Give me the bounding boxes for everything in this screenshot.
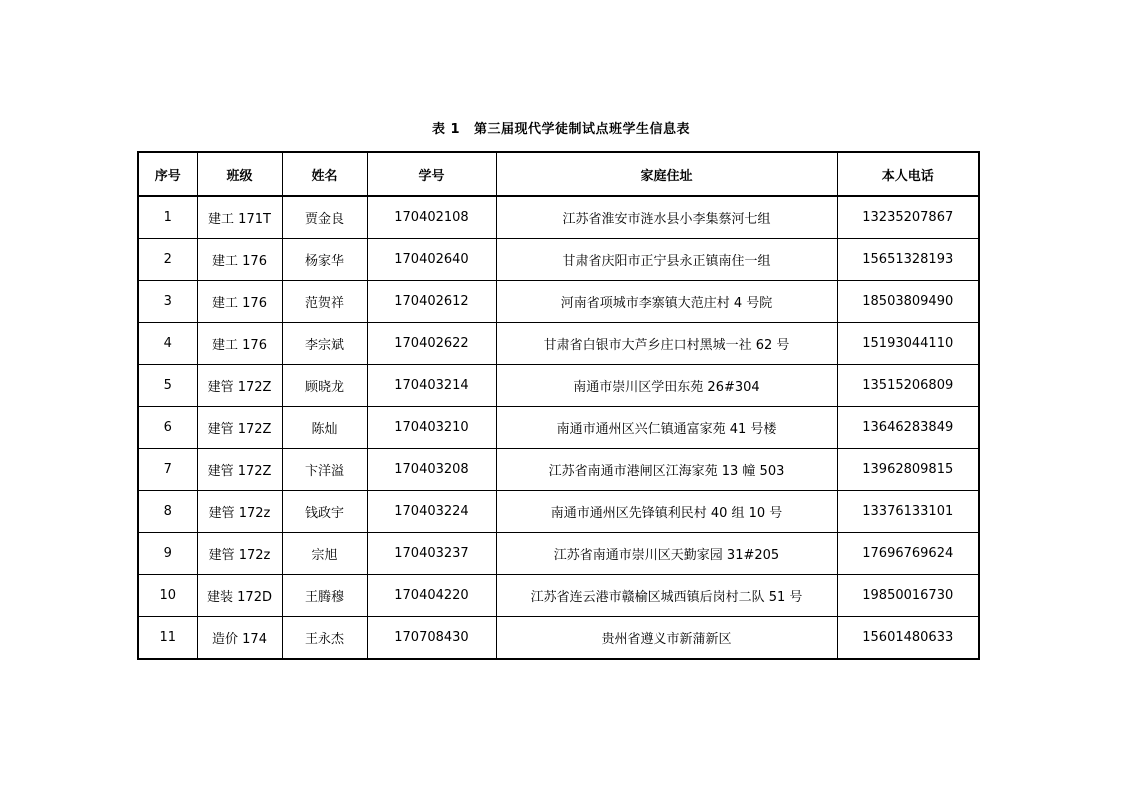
cell-phone: 15601480633 [837, 617, 979, 660]
cell-index: 1 [138, 196, 197, 239]
cell-index: 11 [138, 617, 197, 660]
table-row [138, 407, 979, 449]
cell-phone: 15193044110 [837, 323, 979, 365]
table-number: 表 1 [431, 122, 461, 137]
cell-name: 李宗斌 [282, 323, 367, 365]
cell-class: 建管 172Z [197, 365, 282, 407]
cell-phone: 13515206809 [837, 365, 979, 407]
table-row [138, 575, 979, 617]
cell-name: 陈灿 [282, 407, 367, 449]
cell-class: 建工 176 [197, 281, 282, 323]
cell-address: 甘肃省白银市大芦乡庄口村黑城一社 62 号 [496, 323, 837, 365]
cell-class: 建管 172z [197, 533, 282, 575]
table-row [138, 533, 979, 575]
header-cell-address: 家庭住址 [496, 152, 837, 196]
cell-index: 10 [138, 575, 197, 617]
table-row [138, 491, 979, 533]
cell-phone: 13962809815 [837, 449, 979, 491]
cell-name: 宗旭 [282, 533, 367, 575]
cell-phone: 13235207867 [837, 196, 979, 239]
cell-index: 3 [138, 281, 197, 323]
cell-address: 南通市通州区先锋镇利民村 40 组 10 号 [496, 491, 837, 533]
cell-index: 8 [138, 491, 197, 533]
header-cell-phone: 本人电话 [837, 152, 979, 196]
cell-phone: 19850016730 [837, 575, 979, 617]
cell-name: 顾晓龙 [282, 365, 367, 407]
cell-address: 甘肃省庆阳市正宁县永正镇南住一组 [496, 239, 837, 281]
cell-name: 贾金良 [282, 196, 367, 239]
cell-name: 王永杰 [282, 617, 367, 660]
cell-index: 5 [138, 365, 197, 407]
cell-index: 6 [138, 407, 197, 449]
cell-address: 贵州省遵义市新蒲新区 [496, 617, 837, 660]
cell-student-id: 170402622 [367, 323, 496, 365]
cell-phone: 13646283849 [837, 407, 979, 449]
cell-class: 造价 174 [197, 617, 282, 660]
table-row [138, 365, 979, 407]
cell-student-id: 170403208 [367, 449, 496, 491]
cell-index: 2 [138, 239, 197, 281]
cell-phone: 13376133101 [837, 491, 979, 533]
cell-student-id: 170403214 [367, 365, 496, 407]
cell-class: 建管 172z [197, 491, 282, 533]
cell-name: 杨家华 [282, 239, 367, 281]
cell-address: 江苏省连云港市赣榆区城西镇后岗村二队 51 号 [496, 575, 837, 617]
table-row [138, 617, 979, 660]
table-row [138, 323, 979, 365]
cell-class: 建管 172Z [197, 407, 282, 449]
cell-index: 4 [138, 323, 197, 365]
table-row [138, 281, 979, 323]
table-caption [0, 120, 1122, 140]
header-cell-student-id: 学号 [367, 152, 496, 196]
cell-index: 9 [138, 533, 197, 575]
cell-address: 河南省项城市李寨镇大范庄村 4 号院 [496, 281, 837, 323]
cell-address: 江苏省淮安市涟水县小李集蔡河七组 [496, 196, 837, 239]
cell-index: 7 [138, 449, 197, 491]
cell-student-id: 170402108 [367, 196, 496, 239]
cell-student-id: 170402612 [367, 281, 496, 323]
cell-phone: 15651328193 [837, 239, 979, 281]
cell-student-id: 170403224 [367, 491, 496, 533]
header-cell-name: 姓名 [282, 152, 367, 196]
cell-class: 建装 172D [197, 575, 282, 617]
cell-student-id: 170403237 [367, 533, 496, 575]
cell-student-id: 170402640 [367, 239, 496, 281]
cell-student-id: 170403210 [367, 407, 496, 449]
cell-name: 范贺祥 [282, 281, 367, 323]
cell-address: 南通市崇川区学田东苑 26#304 [496, 365, 837, 407]
table-row [138, 449, 979, 491]
cell-phone: 17696769624 [837, 533, 979, 575]
header-row [138, 152, 979, 196]
cell-class: 建工 176 [197, 323, 282, 365]
header-cell-index: 序号 [138, 152, 197, 196]
header-cell-class: 班级 [197, 152, 282, 196]
cell-name: 钱政宇 [282, 491, 367, 533]
table-title: 第三届现代学徒制试点班学生信息表 [474, 122, 691, 137]
cell-address: 南通市通州区兴仁镇通富家苑 41 号楼 [496, 407, 837, 449]
table-row [138, 239, 979, 281]
cell-address: 江苏省南通市港闸区江海家苑 13 幢 503 [496, 449, 837, 491]
cell-name: 卞洋溢 [282, 449, 367, 491]
cell-class: 建工 171T [197, 196, 282, 239]
cell-name: 王腾穆 [282, 575, 367, 617]
table-row [138, 196, 979, 239]
student-info-table [137, 151, 980, 660]
cell-class: 建工 176 [197, 239, 282, 281]
cell-class: 建管 172Z [197, 449, 282, 491]
cell-address: 江苏省南通市崇川区天勤家园 31#205 [496, 533, 837, 575]
cell-phone: 18503809490 [837, 281, 979, 323]
cell-student-id: 170404220 [367, 575, 496, 617]
cell-student-id: 170708430 [367, 617, 496, 660]
